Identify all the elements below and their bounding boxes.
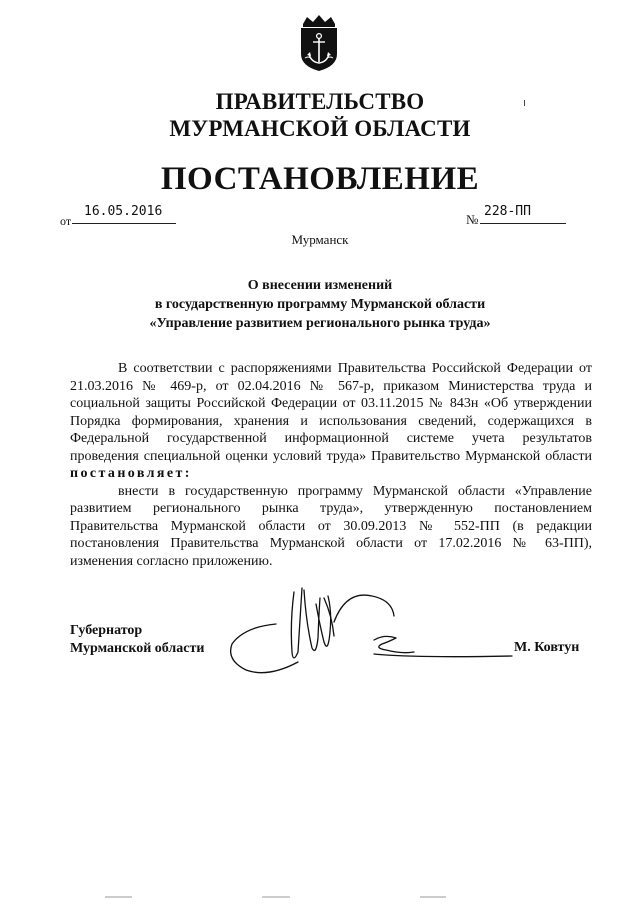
number-value: 228-ПП [484,204,531,219]
subject-line3: «Управление развитием регионального рынка труда» [149,316,491,331]
government-title [0,88,640,142]
number-underline [480,223,566,224]
government-title-line2: МУРМАНСКОЙ ОБЛАСТИ [169,116,471,141]
subject-line2: в государственную программу Мурманской области [154,297,486,312]
document-subject [0,276,640,333]
coat-of-arms-icon [295,14,343,72]
signatory-position [70,622,204,658]
handwritten-signature-icon [224,582,514,692]
paragraph-1-text: В соответствии с распоряжениями Правительства Российской Федерации от 21.03.2016 № 469-р, от 02.04.2016 № 567-р, приказом Министерства труда и социальной защиты Российской Федерации от 03.11.2015 № 843н «Об утверждении Порядка формирования, хранения и использования сведений, содержащихся в Федеральной государственной информационной системе учета результатов проведения специальной оценки условий труда» Правительство Мурманской области [70,361,592,464]
body-paragraph-1 [70,360,592,483]
date-prefix: от [60,214,72,228]
government-title-line1: ПРАВИТЕЛЬСТВО [215,89,425,114]
document-body [70,360,592,570]
resolves-word: постановляет: [70,466,192,481]
scan-edge-marks [0,896,640,898]
position-line1: Губернатор [70,623,143,638]
number-prefix: № [466,212,479,227]
body-paragraph-2: внести в государственную программу Мурманской области «Управление развитием регионального рынка труда», утвержденную постановлением Правительства Мурманской области от 30.09.2013 № 552-ПП (в редакции постановления Правительства Мурманской области от 17.02.2016 № 63-ПП), изменения согласно приложению. [70,483,592,569]
margin-tick-mark [524,100,525,106]
date-underline [72,223,176,224]
date-value: 16.05.2016 [84,204,163,219]
city-name: Мурманск [291,232,349,247]
position-line2: Мурманской области [70,641,205,656]
signatory-name: М. Ковтун [514,640,580,655]
subject-line1: О внесении изменений [247,278,393,293]
document-type: ПОСТАНОВЛЕНИЕ [160,161,480,197]
